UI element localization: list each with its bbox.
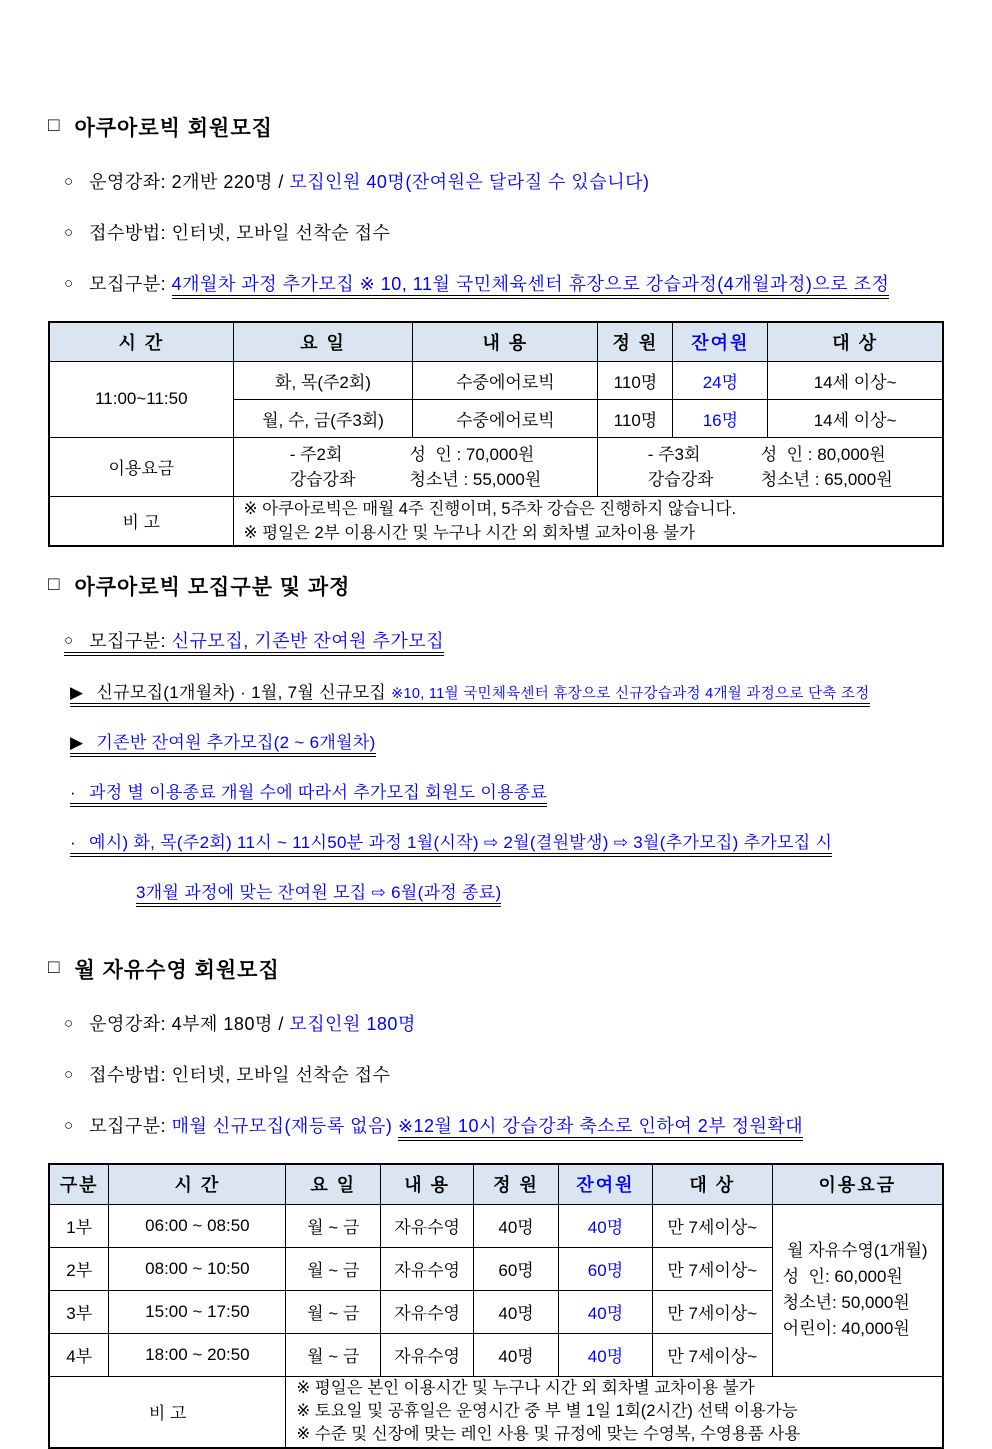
capacity-cell: 40명 bbox=[474, 1204, 559, 1247]
circle-bullet-icon: ○ bbox=[64, 632, 74, 649]
part-cell: 1부 bbox=[49, 1204, 109, 1247]
line-example-cont bbox=[136, 878, 944, 903]
col-header-time: 시 간 bbox=[49, 322, 233, 361]
col-header-capacity: 정 원 bbox=[598, 322, 673, 361]
day-cell: 월 ~ 금 bbox=[286, 1204, 381, 1247]
note-line: ※ 토요일 및 공휴일은 운영시간 중 부 별 1일 1회(2시간) 선택 이용가능 bbox=[296, 1402, 798, 1421]
fee-week3-cell bbox=[598, 437, 943, 496]
bullet-recruit-type bbox=[64, 270, 944, 296]
part-cell: 4부 bbox=[49, 1333, 109, 1376]
note-line: ※ 평일은 본인 이용시간 및 누구나 시간 외 회차별 교차이용 불가 bbox=[296, 1379, 755, 1398]
bullet-text-blue: 매월 신규모집(재등록 없음) bbox=[171, 1116, 393, 1136]
col-header-target: 대 상 bbox=[652, 1164, 772, 1204]
note-row bbox=[49, 496, 943, 546]
bullet-text-blue-underlined: ※12월 10시 강습강좌 축소로 인하여 2부 정원확대 bbox=[398, 1116, 803, 1141]
day-cell: 월 ~ 금 bbox=[286, 1333, 381, 1376]
bullet-text: 운영강좌: 4부제 180명 / bbox=[89, 1014, 284, 1034]
table-header-row bbox=[49, 1164, 943, 1204]
section-aquarobic-recruit bbox=[48, 112, 944, 547]
col-header-remaining: 잔여원 bbox=[673, 322, 768, 361]
dot-bullet-icon: · bbox=[70, 833, 76, 852]
square-bullet-icon: □ bbox=[48, 957, 61, 978]
section1-title bbox=[48, 112, 944, 142]
bullet-operating-course3 bbox=[64, 1010, 944, 1036]
circle-bullet-icon: ○ bbox=[64, 224, 74, 241]
section2-title-text: 아쿠아로빅 모집구분 및 과정 bbox=[74, 576, 351, 599]
col-header-part: 구분 bbox=[49, 1164, 109, 1204]
line-text-blue: 3개월 과정에 맞는 잔여원 모집 ⇨ 6월(과정 종료) bbox=[136, 883, 502, 902]
time-cell: 06:00 ~ 08:50 bbox=[109, 1204, 286, 1247]
circle-bullet-icon: ○ bbox=[64, 1117, 74, 1134]
target-cell: 만 7세이상~ bbox=[652, 1290, 772, 1333]
content-cell: 자유수영 bbox=[381, 1333, 474, 1376]
bullet-text: 접수방법: 인터넷, 모바일 선착순 접수 bbox=[89, 1065, 391, 1085]
fee-title: 월 자유수영(1개월) bbox=[787, 1241, 928, 1260]
line-text-blue: 예시) 화, 목(주2회) 11시 ~ 11시50분 과정 1월(시작) ⇨ 2월(결원발생) ⇨ 3월(추가모집) 추가모집 시 bbox=[89, 833, 833, 852]
part-cell: 2부 bbox=[49, 1247, 109, 1290]
section1-title-text: 아쿠아로빅 회원모집 bbox=[74, 117, 273, 140]
content-cell: 자유수영 bbox=[381, 1290, 474, 1333]
table-row bbox=[49, 1204, 943, 1247]
table-header-row bbox=[49, 322, 943, 361]
aquarobic-schedule-table bbox=[48, 321, 944, 547]
time-cell: 08:00 ~ 10:50 bbox=[109, 1247, 286, 1290]
section2-title bbox=[48, 571, 944, 601]
bullet-apply-method3 bbox=[64, 1061, 944, 1087]
day-cell: 화, 목(주2회) bbox=[233, 361, 413, 399]
line-text: 신규모집(1개월차) · 1월, 7월 신규모집 bbox=[96, 683, 387, 702]
section3-title-text: 월 자유수영 회원모집 bbox=[74, 959, 280, 982]
content-cell: 수중에어로빅 bbox=[413, 399, 598, 437]
bullet-operating-course bbox=[64, 168, 944, 194]
capacity-cell: 60명 bbox=[474, 1247, 559, 1290]
line-existing-recruit bbox=[70, 728, 944, 753]
time-cell: 11:00~11:50 bbox=[49, 361, 233, 437]
col-header-target: 대 상 bbox=[768, 322, 943, 361]
col-header-day: 요 일 bbox=[233, 322, 413, 361]
col-header-capacity: 정 원 bbox=[474, 1164, 559, 1204]
time-cell: 15:00 ~ 17:50 bbox=[109, 1290, 286, 1333]
part-cell: 3부 bbox=[49, 1290, 109, 1333]
content-cell: 수중에어로빅 bbox=[413, 361, 598, 399]
circle-bullet-icon: ○ bbox=[64, 1066, 74, 1083]
target-cell: 14세 이상~ bbox=[768, 399, 943, 437]
fee-youth: 청소년: 50,000원 bbox=[782, 1293, 910, 1312]
remaining-cell: 24명 bbox=[673, 361, 768, 399]
day-cell: 월, 수, 금(주3회) bbox=[233, 399, 413, 437]
line-text-blue: 기존반 잔여원 추가모집(2 ~ 6개월차) bbox=[96, 733, 376, 752]
section3-title bbox=[48, 954, 944, 984]
target-cell: 만 7세이상~ bbox=[652, 1204, 772, 1247]
fee-week2-cell bbox=[233, 437, 598, 496]
triangle-bullet-icon: ▶ bbox=[70, 683, 84, 702]
fee-row bbox=[49, 437, 943, 496]
bullet-text-blue: 모집인원 180명 bbox=[289, 1014, 416, 1034]
remaining-cell: 40명 bbox=[559, 1204, 653, 1247]
bullet-text-blue-underlined: 4개월차 과정 추가모집 ※ 10, 11월 국민체육센터 휴장으로 강습과정(4개월과정)으로 조정 bbox=[172, 274, 890, 299]
note-content-cell bbox=[286, 1376, 943, 1448]
dot-bullet-icon: · bbox=[70, 783, 76, 802]
content-cell: 자유수영 bbox=[381, 1247, 474, 1290]
line-new-recruit bbox=[70, 678, 944, 703]
col-header-remaining: 잔여원 bbox=[559, 1164, 653, 1204]
circle-bullet-icon: ○ bbox=[64, 173, 74, 190]
line-text-blue: 과정 별 이용종료 개월 수에 따라서 추가모집 회원도 이용종료 bbox=[89, 783, 548, 802]
square-bullet-icon: □ bbox=[48, 574, 61, 595]
capacity-cell: 110명 bbox=[598, 399, 673, 437]
circle-bullet-icon: ○ bbox=[64, 1015, 74, 1032]
remaining-cell: 60명 bbox=[559, 1247, 653, 1290]
bullet-text: 운영강좌: 2개반 220명 / bbox=[89, 172, 284, 192]
bullet-label: 모집구분: bbox=[89, 1116, 167, 1136]
fee-week3-prices: 성 인 : 80,000원 청소년 : 65,000원 bbox=[760, 444, 893, 489]
fee-week2-prices: 성 인 : 70,000원 청소년 : 55,000원 bbox=[409, 444, 542, 489]
time-cell: 18:00 ~ 20:50 bbox=[109, 1333, 286, 1376]
fee-cell bbox=[772, 1204, 943, 1376]
circle-bullet-icon: ○ bbox=[64, 275, 74, 292]
free-swim-schedule-table bbox=[48, 1163, 944, 1449]
day-cell: 월 ~ 금 bbox=[286, 1247, 381, 1290]
remaining-cell: 40명 bbox=[559, 1290, 653, 1333]
day-cell: 월 ~ 금 bbox=[286, 1290, 381, 1333]
fee-child: 어린이: 40,000원 bbox=[782, 1319, 910, 1338]
remaining-cell: 16명 bbox=[673, 399, 768, 437]
col-header-fee: 이용요금 bbox=[772, 1164, 943, 1204]
target-cell: 만 7세이상~ bbox=[652, 1333, 772, 1376]
capacity-cell: 40명 bbox=[474, 1290, 559, 1333]
content-cell: 자유수영 bbox=[381, 1204, 474, 1247]
note-line: ※ 평일은 2부 이용시간 및 누구나 시간 외 회차별 교차이용 불가 bbox=[243, 523, 696, 542]
spacer bbox=[48, 928, 944, 954]
bullet-label: 모집구분: bbox=[89, 274, 167, 294]
remaining-cell: 40명 bbox=[559, 1333, 653, 1376]
fee-week3-left: - 주3회 강습강좌 bbox=[647, 444, 714, 489]
line-text-blue: ※10, 11월 국민체육센터 휴장으로 신규강습과정 4개월 과정으로 단축 조정 bbox=[391, 686, 870, 702]
col-header-content: 내 용 bbox=[413, 322, 598, 361]
bullet-text-blue: 모집인원 40명(잔여원은 달라질 수 있습니다) bbox=[289, 172, 650, 192]
col-header-day: 요 일 bbox=[286, 1164, 381, 1204]
bullet-text-blue: 신규모집, 기존반 잔여원 추가모집 bbox=[171, 631, 445, 651]
triangle-bullet-icon: ▶ bbox=[70, 733, 84, 752]
target-cell: 만 7세이상~ bbox=[652, 1247, 772, 1290]
note-row bbox=[49, 1376, 943, 1448]
note-content-cell bbox=[233, 496, 943, 546]
capacity-cell: 40명 bbox=[474, 1333, 559, 1376]
note-line: ※ 아쿠아로빅은 매월 4주 진행이며, 5주차 강습은 진행하지 않습니다. bbox=[243, 499, 737, 518]
capacity-cell: 110명 bbox=[598, 361, 673, 399]
bullet-recruit-type3 bbox=[64, 1112, 944, 1138]
bullet-apply-method bbox=[64, 219, 944, 245]
section-aquarobic-process bbox=[48, 571, 944, 903]
col-header-time: 시 간 bbox=[109, 1164, 286, 1204]
square-bullet-icon: □ bbox=[48, 115, 61, 136]
bullet-label: 모집구분: bbox=[89, 631, 167, 651]
fee-adult: 성 인: 60,000원 bbox=[782, 1267, 903, 1286]
bullet-text: 접수방법: 인터넷, 모바일 선착순 접수 bbox=[89, 223, 391, 243]
col-header-content: 내 용 bbox=[381, 1164, 474, 1204]
line-course-end bbox=[70, 778, 944, 803]
target-cell: 14세 이상~ bbox=[768, 361, 943, 399]
section-free-swim-recruit bbox=[48, 954, 944, 1449]
bullet-recruit-type2 bbox=[64, 627, 944, 653]
note-label-cell: 비 고 bbox=[49, 496, 233, 546]
line-example bbox=[70, 828, 944, 853]
fee-week2-left: - 주2회 강습강좌 bbox=[289, 444, 356, 489]
note-line: ※ 수준 및 신장에 맞는 레인 사용 및 규정에 맞는 수영복, 수영용품 사용 bbox=[296, 1425, 801, 1444]
fee-label-cell: 이용요금 bbox=[49, 437, 233, 496]
note-label-cell: 비 고 bbox=[49, 1376, 286, 1448]
table-row bbox=[49, 361, 943, 399]
